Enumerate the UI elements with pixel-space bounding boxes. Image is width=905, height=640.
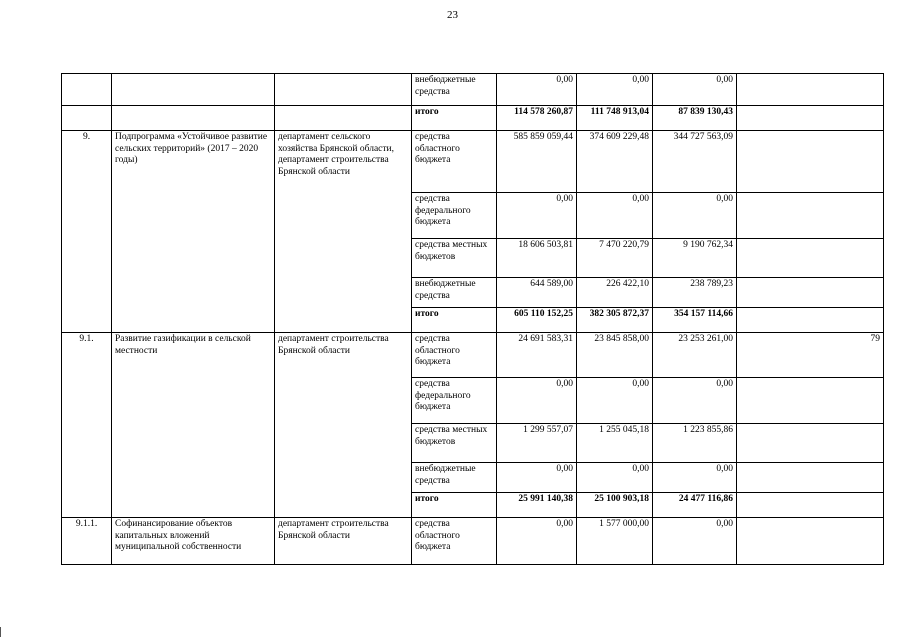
source-cell: средства областного бюджета: [412, 131, 497, 193]
indicator-cell: [737, 278, 884, 308]
value-cell: 0,00: [653, 193, 737, 239]
name-cell: [112, 106, 275, 131]
source-cell: средства областного бюджета: [412, 333, 497, 378]
indicator-cell: 79: [737, 333, 884, 378]
value-cell: 0,00: [653, 74, 737, 106]
table-row: [62, 518, 884, 565]
value-cell: 111 748 913,04: [577, 106, 653, 131]
name-cell: Подпрограмма «Устойчивое развитие сельских территорий» (2017 – 2020 годы): [112, 131, 275, 333]
indicator-cell: [737, 518, 884, 565]
value-cell: 23 845 858,00: [577, 333, 653, 378]
indicator-cell: [737, 239, 884, 278]
indicator-cell: [737, 131, 884, 193]
value-cell: 226 422,10: [577, 278, 653, 308]
value-cell: 87 839 130,43: [653, 106, 737, 131]
table-row: [62, 74, 884, 106]
executor-cell: департамент строительства Брянской области: [275, 518, 412, 565]
source-cell: внебюджетные средства: [412, 278, 497, 308]
value-cell: 1 223 855,86: [653, 424, 737, 463]
source-cell: внебюджетные средства: [412, 74, 497, 106]
indicator-cell: [737, 424, 884, 463]
value-cell: 585 859 059,44: [497, 131, 577, 193]
value-cell: 1 255 045,18: [577, 424, 653, 463]
value-cell: 0,00: [653, 463, 737, 493]
source-cell: средства федерального бюджета: [412, 378, 497, 424]
value-cell: 344 727 563,09: [653, 131, 737, 193]
indicator-cell: [737, 308, 884, 333]
source-cell: итого: [412, 308, 497, 333]
value-cell: 18 606 503,81: [497, 239, 577, 278]
number-cell: [62, 74, 112, 106]
value-cell: 7 470 220,79: [577, 239, 653, 278]
value-cell: 0,00: [653, 518, 737, 565]
value-cell: 1 577 000,00: [577, 518, 653, 565]
value-cell: 1 299 557,07: [497, 424, 577, 463]
source-cell: средства областного бюджета: [412, 518, 497, 565]
source-cell: итого: [412, 493, 497, 518]
name-cell: Софинансирование объектов капитальных вложений муниципальной собственности: [112, 518, 275, 565]
budget-table: [61, 73, 884, 565]
source-cell: внебюджетные средства: [412, 463, 497, 493]
value-cell: 0,00: [653, 378, 737, 424]
executor-cell: департамент сельского хозяйства Брянской области, департамент строительства Брянской области: [275, 131, 412, 333]
value-cell: 0,00: [577, 193, 653, 239]
number-cell: [62, 106, 112, 131]
value-cell: 23 253 261,00: [653, 333, 737, 378]
number-cell: 9.1.: [62, 333, 112, 518]
executor-cell: департамент строительства Брянской области: [275, 333, 412, 518]
value-cell: 0,00: [497, 74, 577, 106]
value-cell: 0,00: [497, 378, 577, 424]
table-row: [62, 333, 884, 378]
source-cell: итого: [412, 106, 497, 131]
value-cell: 0,00: [497, 193, 577, 239]
indicator-cell: [737, 106, 884, 131]
source-cell: средства федерального бюджета: [412, 193, 497, 239]
value-cell: 9 190 762,34: [653, 239, 737, 278]
value-cell: 374 609 229,48: [577, 131, 653, 193]
table-row: [62, 106, 884, 131]
value-cell: 0,00: [497, 518, 577, 565]
scan-edge-mark: [0, 627, 1, 637]
indicator-cell: [737, 493, 884, 518]
value-cell: 238 789,23: [653, 278, 737, 308]
indicator-cell: [737, 74, 884, 106]
value-cell: 25 991 140,38: [497, 493, 577, 518]
value-cell: 644 589,00: [497, 278, 577, 308]
indicator-cell: [737, 463, 884, 493]
value-cell: 114 578 260,87: [497, 106, 577, 131]
value-cell: 0,00: [497, 463, 577, 493]
value-cell: 24 691 583,31: [497, 333, 577, 378]
value-cell: 24 477 116,86: [653, 493, 737, 518]
table-row: [62, 131, 884, 193]
indicator-cell: [737, 378, 884, 424]
name-cell: [112, 74, 275, 106]
page-number: 23: [447, 9, 458, 21]
source-cell: средства местных бюджетов: [412, 239, 497, 278]
number-cell: 9.: [62, 131, 112, 333]
value-cell: 382 305 872,37: [577, 308, 653, 333]
value-cell: 0,00: [577, 74, 653, 106]
value-cell: 354 157 114,66: [653, 308, 737, 333]
value-cell: 0,00: [577, 378, 653, 424]
value-cell: 605 110 152,25: [497, 308, 577, 333]
executor-cell: [275, 74, 412, 106]
indicator-cell: [737, 193, 884, 239]
name-cell: Развитие газификации в сельской местности: [112, 333, 275, 518]
value-cell: 25 100 903,18: [577, 493, 653, 518]
source-cell: средства местных бюджетов: [412, 424, 497, 463]
number-cell: 9.1.1.: [62, 518, 112, 565]
value-cell: 0,00: [577, 463, 653, 493]
executor-cell: [275, 106, 412, 131]
